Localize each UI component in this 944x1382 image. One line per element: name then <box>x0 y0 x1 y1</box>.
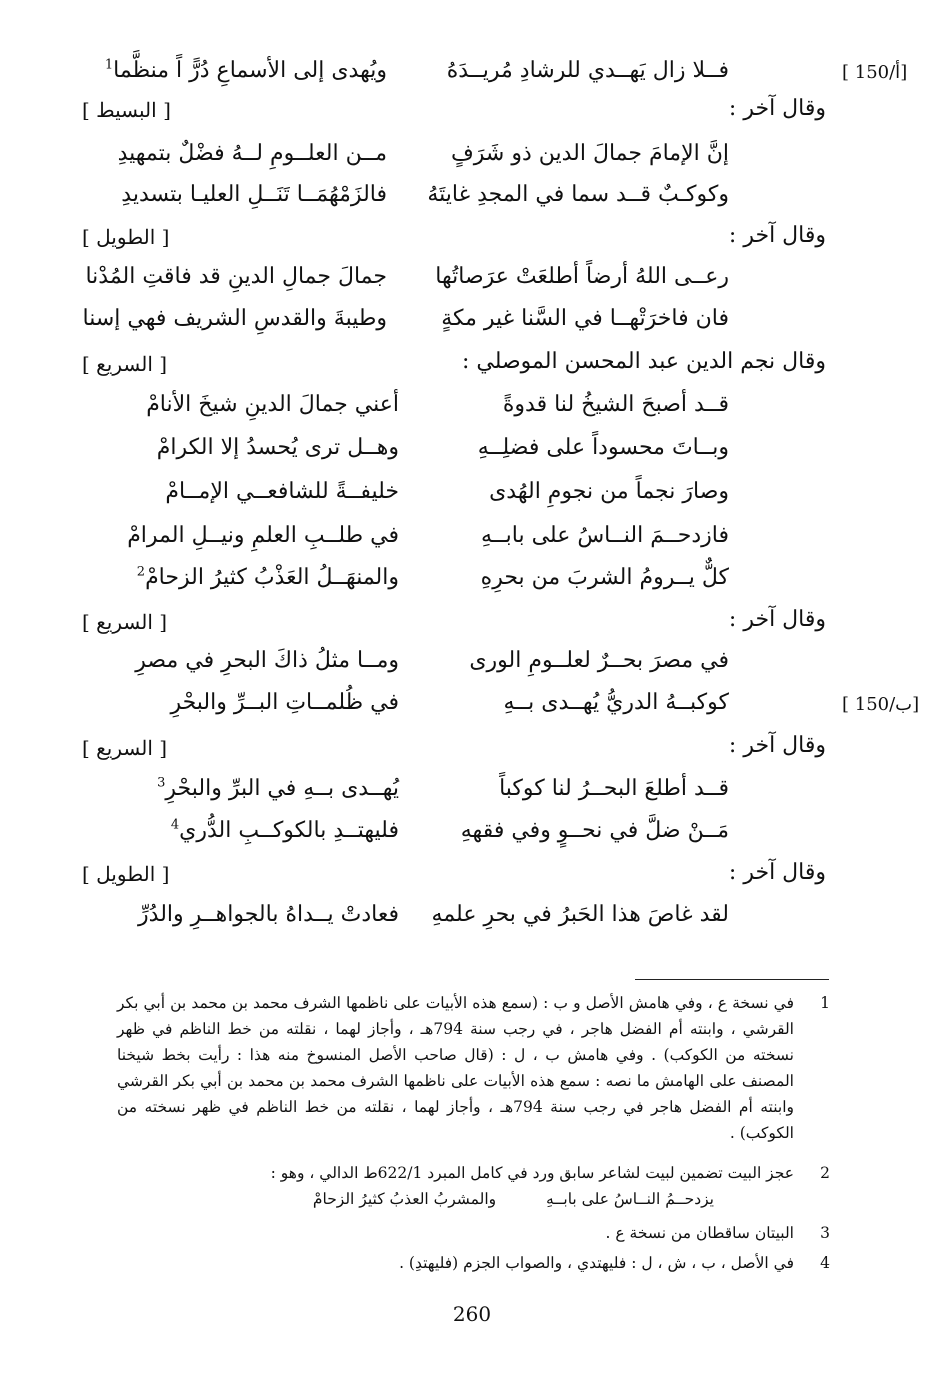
footnote-ref: 1 <box>104 57 114 73</box>
verse-second-hemistich: في طلــبِ العلمِ ونيــلِ المرامْ <box>127 523 399 548</box>
verse-first-hemistich: يزدحــمُ النــاسُ على بابــهِ <box>545 1190 714 1208</box>
verse-second-hemistich: يُهــدى بــهِ في البرِّ والبحْرِ$^3$ <box>157 775 399 801</box>
poem-intro: وقال آخر : <box>728 96 826 121</box>
meter-label: [ السريع ] <box>82 736 168 760</box>
margin-folio-ref: [ 150/ب] <box>842 694 920 715</box>
verse-second-hemistich: والمنهَــلُ العَذْبُ كثيرُ الزحامْ$^2$ <box>136 564 399 590</box>
poem-intro: وقال آخر : <box>728 733 826 758</box>
verse-first-hemistich: إنَّ الإمامَ جمالَ الدين ذو شَرَفٍ <box>450 141 729 166</box>
footnote <box>117 1250 834 1276</box>
verse-first-hemistich: كوكبــهُ الدريُّ يُهــدى بــهِ <box>503 690 729 715</box>
verse-second-hemistich: وطيبةَ والقدسِ الشريف فهي إسنا <box>82 306 387 331</box>
footnote-quoted-verse <box>117 1186 714 1212</box>
footnote <box>117 990 834 1146</box>
verse-second-hemistich: مــن العلــومِ لــهُ فضْلٌ بتمهيدِ <box>117 141 387 166</box>
verse-first-hemistich: وبــاتَ محسوداً على فضلِــهِ <box>477 435 729 460</box>
footnote-number: 4 <box>820 1254 830 1272</box>
poem-intro: وقال آخر : <box>728 223 826 248</box>
verse-second-hemistich: ويُهدى إلى الأسماعِ دُرًّ اً منظَّما$^1$ <box>104 57 387 83</box>
poem-intro: وقال آخر : <box>728 860 826 885</box>
footnote-ref: 2 <box>136 564 146 580</box>
verse-first-hemistich: فازدحــمَ النــاسُ على بابــهِ <box>480 523 729 548</box>
verse-first-hemistich: قــد أصبحَ الشيخُ لنا قدوةً <box>502 392 729 417</box>
footnote <box>117 1220 834 1246</box>
verse-first-hemistich: فان فاخرَتْهــا في السَّنا غير مكةٍ <box>441 306 729 331</box>
page-number: 260 <box>452 1302 492 1326</box>
footnote-ref: 3 <box>157 775 166 791</box>
verse-first-hemistich: لقد غاصَ هذا الحَبرُ في بحرِ علمهِ <box>431 902 729 927</box>
verse-second-hemistich: فالزَمْهُمَــا تَنَــلِ العليـا بتسديدِ <box>121 182 387 207</box>
verse-first-hemistich: مَــنْ ضلَّ في نحــوٍ وفي فقههِ <box>460 818 729 843</box>
margin-folio-ref: [ 150/أ] <box>842 62 908 83</box>
meter-label: [ السريع ] <box>82 352 168 376</box>
footnote-text: البيتان ساقطان من نسخة ع . <box>605 1224 794 1242</box>
verse-first-hemistich: وكوكـبٌ قــد سما في المجدِ غايتَهُ <box>427 182 729 207</box>
verse-second-hemistich: جمالَ جمالِ الدينِ قد فاقتِ المُدْنا <box>85 264 387 289</box>
verse-second-hemistich: فعادتْ يــداهُ بالجواهــرِ والدُرِّ <box>138 902 399 927</box>
footnote-text: في الأصل ، ب ، ش ، ل : فليهتدي ، والصواب الجزم (فليهتدِ) . <box>399 1254 794 1272</box>
footnote-text: عجز البيت تضمين لبيت لشاعر سابق ورد في كامل المبرد 622/1ط الدالي ، وهو : <box>270 1164 794 1182</box>
meter-label: [ الطويل ] <box>82 225 170 249</box>
meter-label: [ الطويل ] <box>82 862 170 886</box>
footnote-number: 2 <box>820 1164 830 1182</box>
verse-first-hemistich: كلٌّ يــرومُ الشربَ من بحرِهِ <box>480 565 729 590</box>
verse-first-hemistich: وصارَ نجماً من نجومِ الهُدى <box>489 479 729 504</box>
footnote-number: 3 <box>820 1224 830 1242</box>
footnote-separator <box>635 979 829 980</box>
verse-first-hemistich: قــد أطلعَ البحــرُ لنا كوكباً <box>499 776 729 801</box>
verse-second-hemistich: أعني جمالَ الدينِ شيخَ الأنامْ <box>146 392 399 417</box>
footnote <box>117 1160 834 1212</box>
verse-first-hemistich: فــلا زال يَهــدي للرشادِ مُريــدَهُ <box>446 58 729 83</box>
verse-first-hemistich: في مصرَ بحــرٌ لعلــومِ الورى <box>469 648 729 673</box>
meter-label: [ السريع ] <box>82 610 168 634</box>
verse-second-hemistich: وهــل ترى يُحسدُ إلا الكرامْ <box>156 435 399 460</box>
poem-intro: وقال نجم الدين عبد المحسن الموصلي : <box>461 349 826 374</box>
meter-label: [ البسيط ] <box>82 98 171 122</box>
poem-intro: وقال آخر : <box>728 607 826 632</box>
verse-second-hemistich: في ظُلمــاتِ البــرِّ والبحْرِ <box>170 690 399 715</box>
verse-second-hemistich: ومــا مثلُ ذاكَ البحرِ في مصرِ <box>135 648 399 673</box>
verse-first-hemistich: رعــى اللهُ أرضاً أطلعَتْ عرَصاتُها <box>435 264 729 289</box>
footnote-ref: 4 <box>170 817 180 833</box>
verse-second-hemistich: فليهتــدِ بالكوكــبِ الدُّري$^4$ <box>170 817 399 843</box>
footnote-text: في نسخة ع ، وفي هامش الأصل و ب : (سمع هذه الأبيات على ناظمها الشرف محمد بن محمد بن أبي بكر القرشي ، وابنته أم الفضل هاجر ، في رجب سنة 794هـ ، وأجاز لهما ، نقلته من خط الناظم في ظهر نسخته من الكوكب) . وفي هامش ب ، ل : (قال صاحب الأصل المنسوخ منه هذا : رأيت بخط شيخنا المصنف على الهامش ما نصه : سمع هذه الأبيات على ناظمها الشرف محمد بن محمد بن أبي بكر القرشي وابنته أم الفضل هاجر في رجب سنة 794هـ ، وأجاز لهما ، نقلته من خط الناظم في ظهر نسخته من الكوكب) . <box>117 994 794 1142</box>
verse-second-hemistich: والمشربُ العذبُ كثيرُ الزحامْ <box>312 1190 497 1208</box>
verse-second-hemistich: خليفــةً للشافعــي الإمــامْ <box>165 479 399 504</box>
footnote-number: 1 <box>820 994 830 1012</box>
